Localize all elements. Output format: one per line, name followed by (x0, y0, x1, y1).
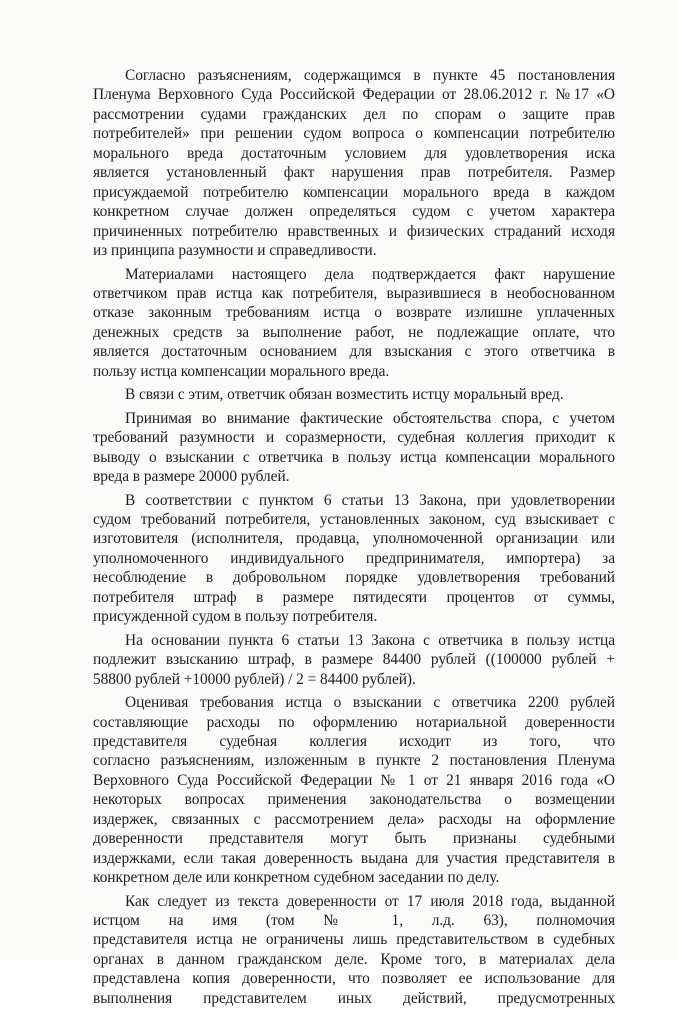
text-line: присужденной судом в пользу потребителя. (93, 608, 378, 626)
text-line: является установленный факт нарушения прав потребителя. Размер (93, 164, 615, 182)
text-line: вреда в размере 20000 рублей. (93, 468, 290, 486)
text-line: изготовителя (исполнителя, продавца, уполномоченной организации или (93, 530, 615, 548)
paragraph-fine-law (93, 491, 615, 627)
text-line: рассмотрении судами гражданских дел по спорам о защите прав (93, 105, 615, 123)
text-line: выполнения представителем иных действий, предусмотренных (93, 989, 615, 1007)
paragraph-power-of-attorney-scope (93, 892, 615, 1009)
text-line: ответчиком прав истца как потребителя, выразившиеся в необоснованном (93, 284, 615, 302)
text-line: выводу о взыскании с ответчика в пользу истца компенсации морального (93, 448, 615, 466)
text-line: Верховного Суда Российской Федерации № 1 от 21 января 2016 года «О (93, 771, 615, 789)
text-line: представителя истца не ограничены лишь представительством в судебных (93, 931, 615, 949)
text-line: отказе законным требованиям истца о возврате излишне уплаченных (93, 304, 615, 322)
text-line: согласно разъяснениям, изложенным в пункте 2 постановления Пленума (93, 752, 615, 770)
text-line: потребителей» при решении судом вопроса о компенсации потребителю (93, 125, 615, 143)
text-line: требований разумности и соразмерности, судебная коллегия приходит к (93, 429, 615, 447)
text-line: Как следует из текста доверенности от 17 июля 2018 года, выданной (125, 892, 615, 910)
text-line: издержек, связанных с рассмотрением дела» расходы на оформление (93, 810, 615, 828)
text-line: В связи с этим, ответчик обязан возместить истцу моральный вред. (125, 386, 564, 404)
paragraph-fine-calculation (93, 631, 615, 689)
text-line: Пленума Верховного Суда Российской Федерации от 28.06.2012 г. №17 «О (93, 86, 615, 104)
text-line: из принципа разумности и справедливости. (93, 242, 377, 260)
text-line: истцом на имя (том № 1, л.д. 63), полномочия (93, 912, 615, 930)
text-line: судом требований потребителя, установленных законом, суд взыскивает с (93, 510, 615, 528)
text-line: уполномоченного индивидуального предпринимателя, импортера) за (93, 549, 615, 567)
text-line: конкретном случае должен определяться судом с учетом характера (93, 203, 615, 221)
text-line: потребителя штраф в размере пятидесяти процентов от суммы, (93, 588, 615, 606)
text-line: пользу истца компенсации морального вреда. (93, 362, 390, 380)
text-line: Оценивая требования истца о взыскании с ответчика 2200 рублей (125, 694, 615, 712)
text-line: подлежит взысканию штраф, в размере 84400 рублей ((100000 рублей + (93, 651, 615, 669)
text-line: конкретном деле или конкретном судебном заседании по делу. (93, 869, 500, 887)
text-line: причиненных потребителю нравственных и физических страданий исходя (93, 222, 615, 240)
paragraph-obligation (93, 385, 615, 404)
text-line: присуждаемой потребителю компенсации морального вреда в каждом (93, 183, 615, 201)
text-line: денежных средств за выполнение работ, не подлежащие оплате, что (93, 323, 615, 341)
text-line: издержками, если такая доверенность выдана для участия представителя в (93, 849, 615, 867)
document-body (93, 66, 615, 1012)
paragraph-power-of-attorney-expenses (93, 693, 615, 888)
text-line: 58800 рублей +10000 рублей) / 2 = 84400 рублей). (93, 670, 416, 688)
text-line: является достаточным основанием для взыскания с этого ответчика в (93, 343, 615, 361)
text-line: представлена копия доверенности, что позволяет ее использование для (93, 970, 615, 988)
paragraph-moral-damage-amount (93, 409, 615, 487)
text-line: В соответствии с пунктом 6 статьи 13 Закона, при удовлетворении (125, 491, 615, 509)
text-line: Принимая во внимание фактические обстоятельства спора, с учетом (125, 409, 615, 427)
text-line: некоторых вопросах применения законодательства о возмещении (93, 791, 615, 809)
text-line: доверенности представителя могут быть признаны судебными (93, 830, 615, 848)
text-line: представителя судебная коллегия исходит из того, что (93, 732, 615, 750)
text-line: На основании пункта 6 статьи 13 Закона с ответчика в пользу истца (125, 631, 615, 649)
text-line: несоблюдение в добровольном порядке удовлетворения требований (93, 569, 615, 587)
text-line: Материалами настоящего дела подтверждается факт нарушение (125, 265, 615, 283)
paragraph-moral-damage-clarification (93, 66, 615, 261)
text-line: составляющие расходы по оформлению нотариальной доверенности (93, 713, 615, 731)
text-line: морального вреда достаточным условием для удовлетворения иска (93, 144, 615, 162)
text-line: органах в данном гражданском деле. Кроме того, в материалах дела (93, 950, 615, 968)
paragraph-violation-confirmed (93, 265, 615, 382)
text-line: Согласно разъяснениям, содержащимся в пункте 45 постановления (125, 67, 615, 84)
